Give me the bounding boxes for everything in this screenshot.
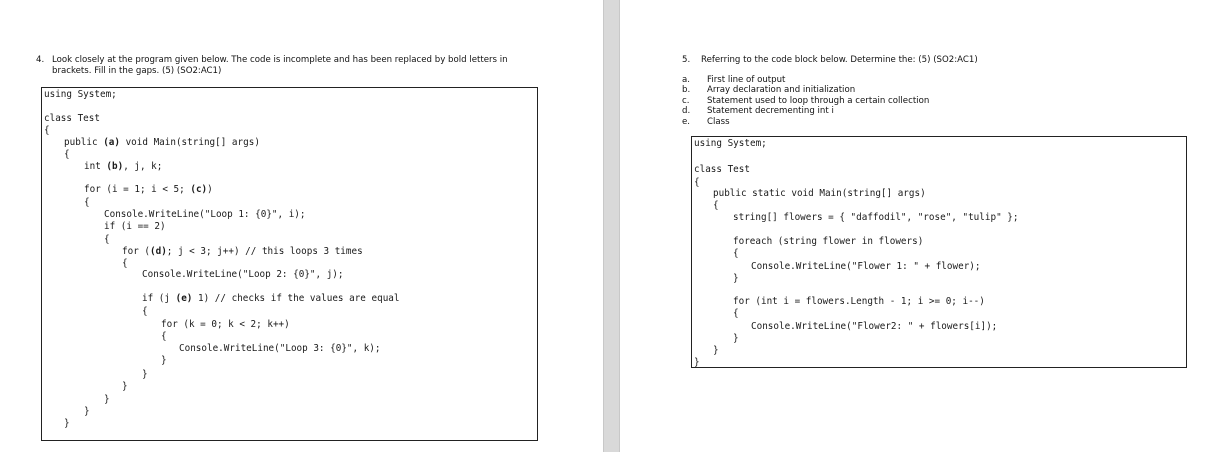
code-line: { bbox=[122, 258, 128, 269]
code-line: { bbox=[713, 200, 719, 211]
code-line: } bbox=[104, 394, 110, 405]
code-line: Console.WriteLine("Flower 1: " + flower); bbox=[751, 261, 981, 272]
option-letter: e. bbox=[682, 117, 691, 127]
code-line: } bbox=[142, 369, 148, 380]
code-block-q4 bbox=[41, 87, 538, 441]
code-line: int (b), j, k; bbox=[84, 161, 163, 172]
code-line: { bbox=[694, 177, 700, 188]
code-line: if (j (e) 1) // checks if the values are equal bbox=[142, 293, 400, 304]
code-line: for (k = 0; k < 2; k++) bbox=[161, 319, 290, 330]
code-line: { bbox=[733, 308, 739, 319]
code-block-q5 bbox=[691, 136, 1187, 368]
page-gap bbox=[603, 0, 620, 452]
option-text: First line of output bbox=[707, 75, 786, 85]
code-line: } bbox=[64, 418, 70, 429]
option-letter: c. bbox=[682, 96, 690, 106]
code-line: Console.WriteLine("Loop 2: {0}", j); bbox=[142, 269, 344, 280]
code-line: } bbox=[713, 345, 719, 356]
code-line: for ((d); j < 3; j++) // this loops 3 times bbox=[122, 246, 363, 257]
code-line: { bbox=[142, 306, 148, 317]
code-line: class Test bbox=[44, 113, 100, 124]
code-line: Console.WriteLine("Loop 3: {0}", k); bbox=[179, 343, 381, 354]
code-line: { bbox=[44, 125, 50, 136]
code-line: { bbox=[64, 149, 70, 160]
code-line: } bbox=[161, 355, 167, 366]
question-4-number: 4. bbox=[36, 55, 45, 65]
right-page bbox=[620, 0, 1218, 452]
code-line: Console.WriteLine("Flower2: " + flowers[i]); bbox=[751, 321, 998, 332]
code-line: } bbox=[733, 333, 739, 344]
option-a bbox=[682, 75, 785, 86]
code-line: } bbox=[84, 406, 90, 417]
question-5-number: 5. bbox=[682, 55, 691, 65]
option-text: Class bbox=[707, 117, 730, 127]
code-line: for (i = 1; i < 5; (c)) bbox=[84, 184, 213, 195]
code-line: using System; bbox=[44, 89, 117, 100]
code-line: } bbox=[122, 381, 128, 392]
code-line: for (int i = flowers.Length - 1; i >= 0; i--) bbox=[733, 296, 985, 307]
code-line: string[] flowers = { "daffodil", "rose", "tulip" }; bbox=[733, 212, 1019, 223]
option-text: Statement decrementing int i bbox=[707, 106, 834, 116]
option-e bbox=[682, 117, 730, 128]
option-letter: a. bbox=[682, 75, 690, 85]
code-line: } bbox=[694, 357, 700, 368]
code-line: { bbox=[161, 331, 167, 342]
question-5-text: Referring to the code block below. Determine the: (5) (SO2:AC1) bbox=[701, 55, 978, 65]
question-4-text-line1: Look closely at the program given below. The code is incomplete and has been replaced by bold letters in bbox=[52, 55, 508, 65]
left-page bbox=[0, 0, 603, 452]
code-line: foreach (string flower in flowers) bbox=[733, 236, 924, 247]
code-line: { bbox=[84, 197, 90, 208]
code-line: public static void Main(string[] args) bbox=[713, 188, 926, 199]
option-d bbox=[682, 106, 834, 117]
option-text: Array declaration and initialization bbox=[707, 85, 856, 95]
code-line: { bbox=[733, 248, 739, 259]
option-b bbox=[682, 85, 855, 96]
option-text: Statement used to loop through a certain collection bbox=[707, 96, 930, 106]
code-line: class Test bbox=[694, 164, 750, 175]
code-line: public (a) void Main(string[] args) bbox=[64, 137, 260, 148]
code-line: } bbox=[733, 273, 739, 284]
option-letter: b. bbox=[682, 85, 691, 95]
question-4-text-line2: brackets. Fill in the gaps. (5) (SO2:AC1) bbox=[52, 66, 222, 76]
option-c bbox=[682, 96, 929, 107]
code-line: Console.WriteLine("Loop 1: {0}", i); bbox=[104, 209, 306, 220]
code-line: { bbox=[104, 234, 110, 245]
option-letter: d. bbox=[682, 106, 691, 116]
code-line: using System; bbox=[694, 138, 767, 149]
code-line: if (i == 2) bbox=[104, 221, 166, 232]
